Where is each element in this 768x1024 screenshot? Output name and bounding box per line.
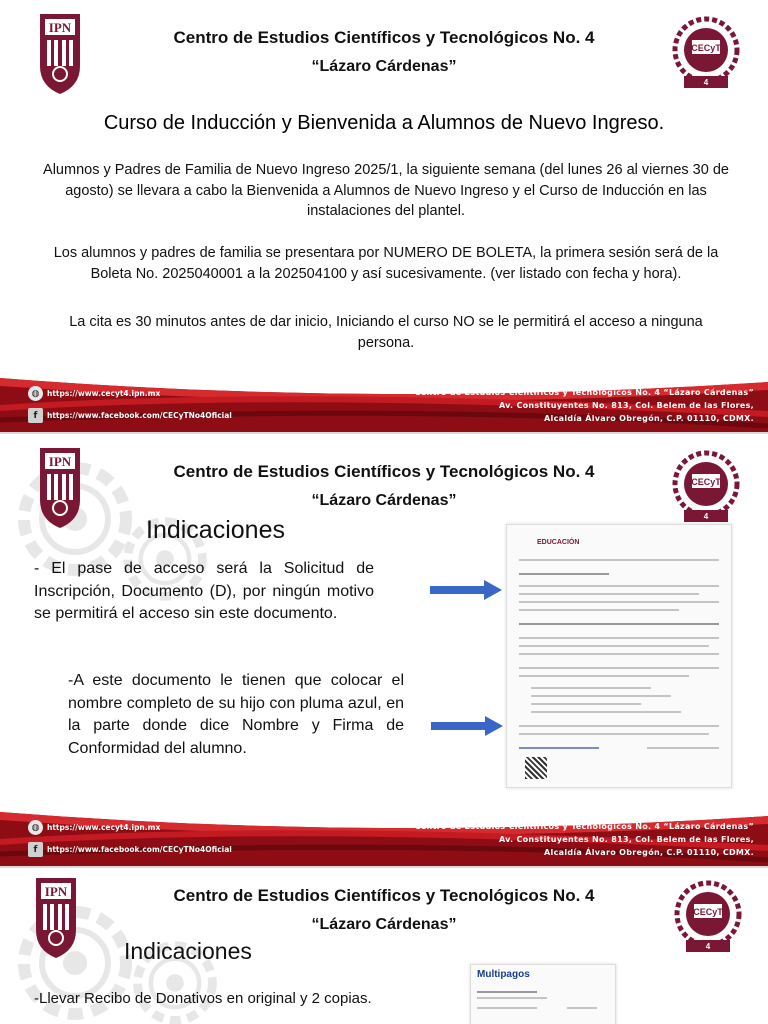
facebook-text: https://www.facebook.com/CECyTNo4Oficial (47, 411, 232, 420)
website-link[interactable] (28, 386, 160, 401)
paragraph-week-info: Alumnos y Padres de Familia de Nuevo Ingreso 2025/1, la siguiente semana (del lunes 26 al viernes 30 de agosto) se llevara a cabo la Bienvenida a Alumnos de Nuevo Ingreso y el Curso de Inducción en las instalaciones del plantel. (43, 162, 729, 219)
footer-band (0, 368, 768, 432)
point-recibo-donativos: -Llevar Recibo de Donativos en original y 2 copias. (34, 990, 372, 1007)
cecyt-logo-icon (670, 14, 742, 92)
address-line-3: Alcaldía Álvaro Obregón, C.P. 01110, CDMX. (544, 848, 754, 857)
globe-icon: ◍ (28, 820, 43, 835)
qr-code (525, 757, 547, 779)
cecyt-logo-icon (670, 448, 742, 526)
website-text: https://www.cecyt4.ipn.mx (47, 823, 161, 832)
school-name: Centro de Estudios Científicos y Tecnológicos No. 4 (173, 886, 595, 905)
footer-address (415, 820, 754, 859)
school-subname: “Lázaro Cárdenas” (311, 58, 457, 75)
point-pase-acceso: - El pase de acceso será la Solicitud de Inscripción, Documento (D), por ningún motivo se permitirá el acceso sin este documento. (34, 560, 374, 622)
address-line-2: Av. Constituyentes No. 813, Col. Belem de las Flores, (498, 401, 754, 410)
website-text: https://www.cecyt4.ipn.mx (47, 389, 161, 398)
footer-address (415, 386, 754, 425)
address-line-3: Alcaldía Álvaro Obregón, C.P. 01110, CDMX. (544, 414, 754, 423)
point-nombre-alumno: -A este documento le tienen que colocar el nombre completo de su hijo con pluma azul, en la parte donde dice Nombre y Firma de Conformidad del alumno. (68, 672, 404, 757)
facebook-icon: f (28, 408, 43, 423)
school-name: Centro de Estudios Científicos y Tecnológicos No. 4 (173, 462, 595, 481)
footer-band (0, 802, 768, 866)
arrow-right-icon (420, 580, 512, 600)
globe-icon: ◍ (28, 386, 43, 401)
paragraph-boleta-info: Los alumnos y padres de familia se presentara por NUMERO DE BOLETA, la primera sesión será de la Boleta No. 2025040001 a la 202504100 y así sucesivamente. (ver listado con fecha y hora). (53, 245, 719, 282)
receipt-preview (470, 964, 616, 1024)
address-line-2: Av. Constituyentes No. 813, Col. Belem de las Flores, (498, 835, 754, 844)
slide-indicaciones-1 (0, 434, 768, 866)
facebook-link[interactable] (28, 842, 232, 857)
slide-indicaciones-2 (0, 868, 768, 1024)
address-line-1: Centro de Estudios Científicos y Tecnológicos No. 4 “Lázaro Cárdenas” (414, 822, 754, 831)
school-name: Centro de Estudios Científicos y Tecnológicos No. 4 (173, 28, 595, 47)
website-link[interactable] (28, 820, 160, 835)
document-preview (506, 524, 732, 788)
facebook-text: https://www.facebook.com/CECyTNo4Oficial (47, 845, 232, 854)
ipn-logo-icon (34, 10, 86, 96)
ipn-logo-icon (34, 444, 86, 530)
paragraph-cita-info: La cita es 30 minutos antes de dar inicio, Iniciando el curso NO se le permitirá el acceso a ninguna persona. (69, 314, 703, 351)
facebook-icon: f (28, 842, 43, 857)
doc-header: EDUCACIÓN (537, 539, 580, 546)
section-title: Indicaciones (146, 516, 285, 544)
school-subname: “Lázaro Cárdenas” (311, 916, 457, 933)
facebook-link[interactable] (28, 408, 232, 423)
slide-bienvenida (0, 0, 768, 432)
receipt-brand: Multipagos (477, 969, 530, 980)
school-subname: “Lázaro Cárdenas” (311, 492, 457, 509)
address-line-1: Centro de Estudios Científicos y Tecnológicos No. 4 “Lázaro Cárdenas” (414, 388, 754, 397)
slide-headline: Curso de Inducción y Bienvenida a Alumnos de Nuevo Ingreso. (103, 112, 665, 134)
section-title: Indicaciones (124, 938, 252, 964)
